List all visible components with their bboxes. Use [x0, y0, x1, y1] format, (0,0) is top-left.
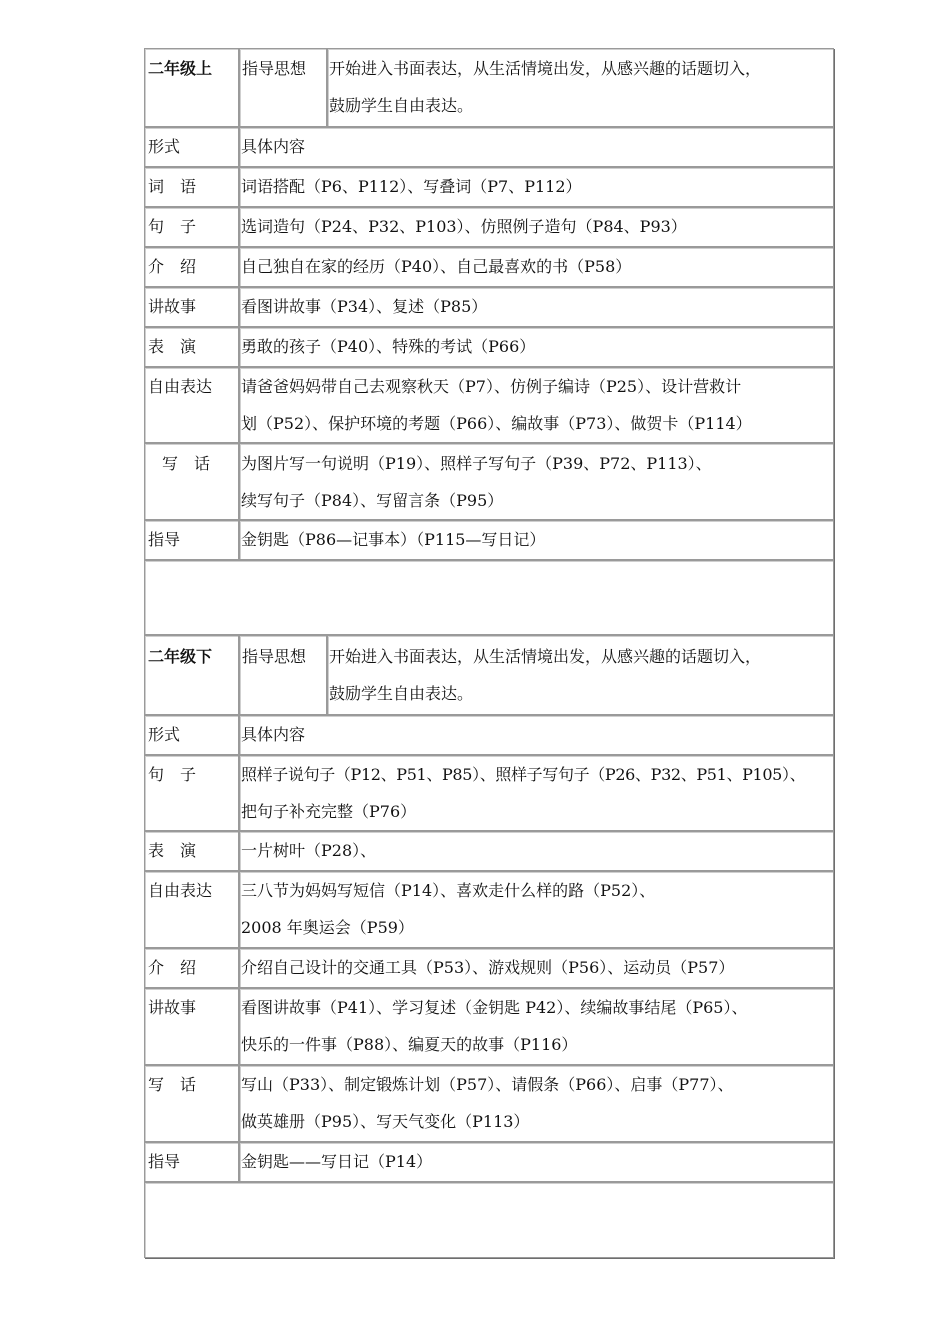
table-row [144, 988, 834, 1065]
row-content-line: 金钥匙（P86—记事本）（P115—写日记） [241, 530, 546, 549]
header-row [144, 715, 834, 755]
blank-spacer-row [144, 1182, 834, 1258]
table-row [144, 207, 834, 247]
row-label: 介 绍 [148, 958, 197, 977]
table-row [144, 948, 834, 988]
guide-text-line: 开始进入书面表达，从生活情境出发，从感兴趣的话题切入， [329, 647, 762, 666]
row-label: 讲故事 [148, 998, 197, 1017]
row-label: 写 话 [162, 454, 211, 473]
header-row [144, 127, 834, 167]
row-label: 讲故事 [148, 297, 197, 316]
table-row [144, 247, 834, 287]
table-row [144, 1142, 834, 1182]
table-row [144, 443, 834, 520]
row-content-line: 介绍自己设计的交通工具（P53）、游戏规则（P56）、运动员（P57） [241, 958, 735, 977]
row-label: 句 子 [148, 217, 197, 236]
row-content-line: 快乐的一件事（P88）、编夏天的故事（P116） [241, 1035, 578, 1054]
guide-label: 指导思想 [242, 59, 307, 78]
row-content-line: 选词造句（P24、P32、P103）、仿照例子造句（P84、P93） [241, 217, 687, 236]
row-content-line: 照样子说句子（P12、P51、P85）、照样子写句子（P26、P32、P51、P105）、 [241, 765, 806, 784]
guide-text-line: 鼓励学生自由表达。 [329, 96, 474, 115]
grade-label: 二年级上 [148, 59, 213, 78]
row-label: 自由表达 [148, 377, 213, 396]
row-content-line: 续写句子（P84）、写留言条（P95） [241, 491, 504, 510]
guide-label: 指导思想 [242, 647, 307, 666]
row-content-line: 一片树叶（P28）、 [241, 841, 377, 860]
table-row [144, 871, 834, 948]
row-content-line: 请爸爸妈妈带自己去观察秋天（P7）、仿例子编诗（P25）、设计营救计 [241, 377, 742, 396]
row-content-line: 看图讲故事（P41）、学习复述（金钥匙 P42）、续编故事结尾（P65）、 [241, 998, 748, 1017]
content-header: 具体内容 [241, 137, 306, 156]
row-content-line: 写山（P33）、制定锻炼计划（P57）、请假条（P66）、启事（P77）、 [241, 1075, 734, 1094]
row-content-line: 自己独自在家的经历（P40）、自己最喜欢的书（P58） [241, 257, 632, 276]
row-content-line: 2008 年奥运会（P59） [241, 918, 414, 937]
form-header: 形式 [148, 725, 181, 744]
row-content-line: 把句子补充完整（P76） [241, 802, 417, 821]
row-content-line: 三八节为妈妈写短信（P14）、喜欢走什么样的路（P52）、 [241, 881, 656, 900]
guide-text-line: 鼓励学生自由表达。 [329, 684, 474, 703]
form-header: 形式 [148, 137, 181, 156]
table-row [144, 327, 834, 367]
row-content-line: 词语搭配（P6、P112）、写叠词（P7、P112） [241, 177, 582, 196]
table-row [144, 167, 834, 207]
blank-spacer-row [144, 560, 834, 635]
table-row [144, 755, 834, 831]
row-content-line: 金钥匙——写日记（P14） [241, 1152, 433, 1171]
guide-text-line: 开始进入书面表达，从生活情境出发，从感兴趣的话题切入， [329, 59, 762, 78]
content-header-cell [239, 715, 834, 755]
row-label: 写 话 [148, 1075, 197, 1094]
row-content-line: 划（P52）、保护环境的考题（P66）、编故事（P73）、做贺卡（P114） [241, 414, 752, 433]
row-label: 自由表达 [148, 881, 213, 900]
grade-label: 二年级下 [148, 647, 213, 666]
table-row [144, 367, 834, 443]
row-label: 指导 [148, 530, 181, 549]
row-label: 指导 [148, 1152, 181, 1171]
table-row [144, 1065, 834, 1142]
row-label: 词 语 [148, 177, 197, 196]
table-row [144, 520, 834, 560]
guide-row [144, 48, 834, 127]
table-row [144, 831, 834, 871]
guide-row [144, 635, 834, 715]
row-content-line: 做英雄册（P95）、写天气变化（P113） [241, 1112, 530, 1131]
row-label: 表 演 [148, 337, 197, 356]
row-label: 介 绍 [148, 257, 197, 276]
content-header: 具体内容 [241, 725, 306, 744]
content-header-cell [239, 127, 834, 167]
row-content-line: 勇敢的孩子（P40）、特殊的考试（P66） [241, 337, 536, 356]
row-label: 句 子 [148, 765, 197, 784]
row-content-line: 为图片写一句说明（P19）、照样子写句子（P39、P72、P113）、 [241, 454, 712, 473]
table-row [144, 287, 834, 327]
row-label: 表 演 [148, 841, 197, 860]
row-content-line: 看图讲故事（P34）、复述（P85） [241, 297, 488, 316]
